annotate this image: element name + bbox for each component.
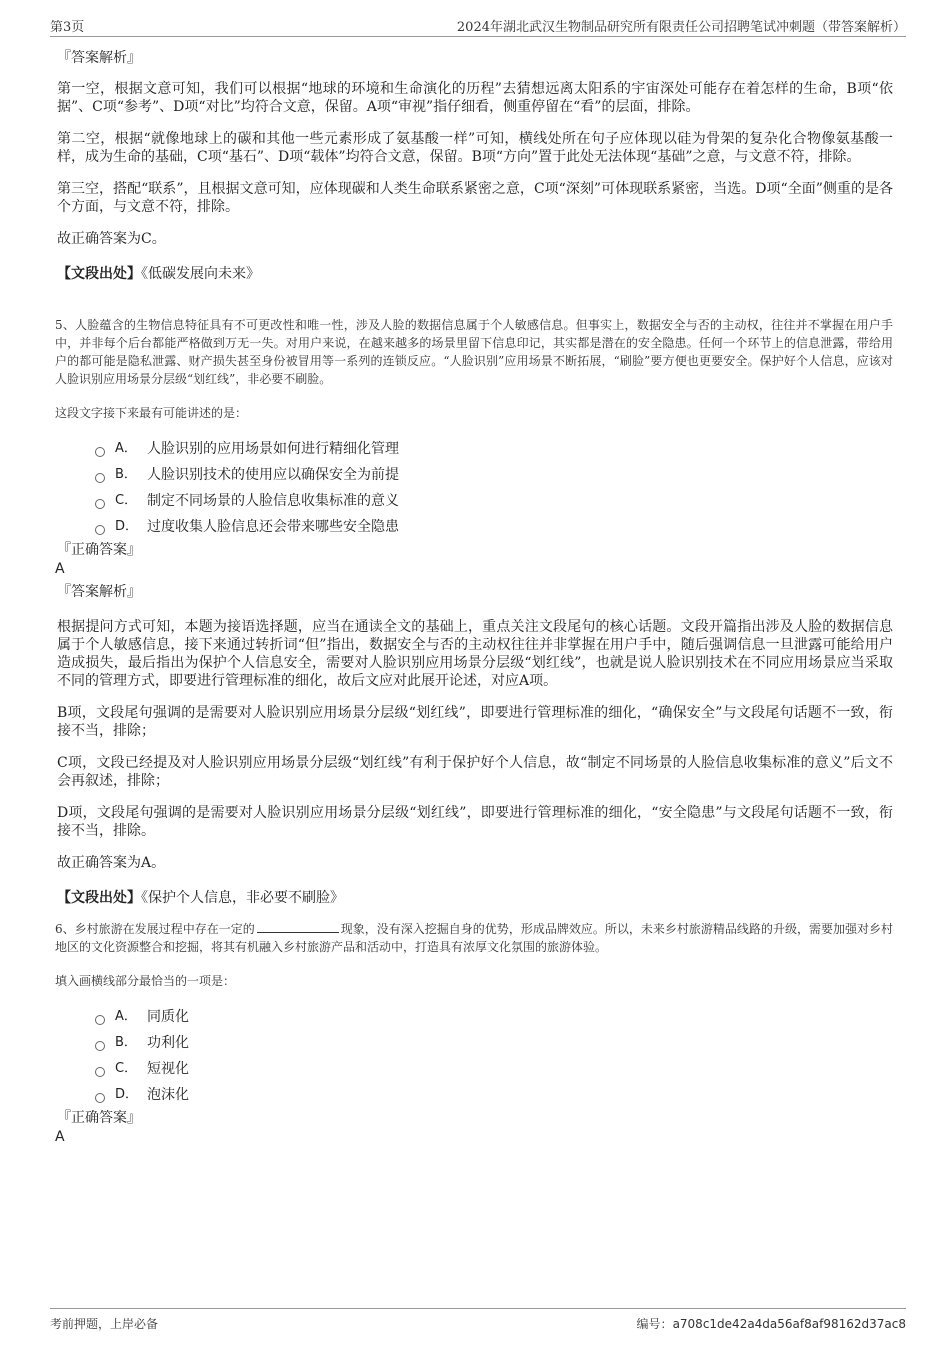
q5-analysis-label: 『答案解析』 — [57, 584, 141, 600]
q5-answer-conclusion: 故正确答案为A。 — [57, 855, 166, 871]
q6-option-b[interactable] — [95, 1030, 893, 1056]
q5-analysis-para-4: D项，文段尾句强调的是需要对人脸识别应用场景分层级“划红线”，即要进行管理标准的细化，“安全隐患”与文段尾句话题不一致，衔接不当，排除。 — [57, 805, 893, 839]
q6-stem-after: 现象，没有深入挖掘自身的优势，形成品牌效应。所以，未来乡村旅游精品线路的升级，需要加强对乡村地区的文化资源整合和挖掘，将其有机融入乡村旅游产品和活动中，打造具有浓厚文化氛围的旅游体验。 — [55, 922, 893, 954]
page-header — [50, 14, 906, 37]
q5-source-title: 《保护个人信息，非必要不刷脸》 — [141, 890, 344, 906]
q5-option-c[interactable] — [95, 488, 893, 514]
q5-correct-label: 『正确答案』 — [57, 542, 141, 558]
code-label: 编号： — [636, 1317, 673, 1331]
option-letter: C． — [115, 1061, 138, 1076]
page-footer — [50, 1308, 906, 1339]
document-title: 2024年湖北武汉生物制品研究所有限责任公司招聘笔试冲刺题（带答案解析） — [456, 20, 906, 35]
q6-options — [95, 1004, 893, 1108]
q4-analysis-label: 『答案解析』 — [57, 50, 141, 66]
document-code — [637, 1315, 906, 1332]
document-body — [57, 44, 893, 1146]
radio-icon[interactable] — [95, 525, 105, 535]
option-text: 短视化 — [147, 1061, 189, 1077]
option-letter: D． — [115, 519, 139, 534]
option-text: 同质化 — [147, 1009, 189, 1025]
q5-analysis-para-3: C项，文段已经提及对人脸识别应用场景分层级“划红线”有利于保护好个人信息，故“制定不同场景的人脸信息收集标准的意义”后文不会再叙述，排除； — [57, 755, 893, 789]
option-text: 功利化 — [147, 1035, 189, 1051]
q4-analysis-para-1: 第一空，根据文意可知，我们可以根据“地球的环境和生命演化的历程”去猜想远离太阳系的宇宙深处可能存在着怎样的生命，B项“依据”、C项“参考”、D项“对比”均符合文意，保留。A项“审视”指仔细看，侧重停留在“看”的层面，排除。 — [57, 81, 893, 115]
q5-source — [57, 888, 893, 908]
q5-answer: A — [55, 561, 65, 577]
q6-option-c[interactable] — [95, 1056, 893, 1082]
q4-analysis-para-2: 第二空，根据“就像地球上的碳和其他一些元素形成了氨基酸一样”可知，横线处所在句子应体现以硅为骨架的复杂化合物像氨基酸一样，成为生命的基础，C项“基石”、D项“载体”均符合文意，保留。B项“方向”置于此处无法体现“基础”之意，与文意不符，排除。 — [57, 131, 893, 165]
option-letter: D． — [115, 1087, 139, 1102]
q4-answer-conclusion: 故正确答案为C。 — [57, 231, 166, 247]
option-letter: C． — [115, 493, 138, 508]
q5-options — [95, 436, 893, 540]
q6-correct-label: 『正确答案』 — [57, 1110, 141, 1126]
option-letter: B． — [115, 1035, 137, 1050]
q4-source-label: 【文段出处】 — [57, 266, 141, 282]
radio-icon[interactable] — [95, 473, 105, 483]
q6-option-a[interactable] — [95, 1004, 893, 1030]
footer-slogan: 考前押题，上岸必备 — [50, 1317, 159, 1331]
q4-analysis-para-3: 第三空，搭配“联系”，且根据文意可知，应体现碳和人类生命联系紧密之意，C项“深刻”可体现联系紧密，当选。D项“全面”侧重的是各个方面，与文意不符，排除。 — [57, 181, 893, 215]
q5-prompt: 这段文字接下来最有可能讲述的是： — [55, 406, 248, 420]
radio-icon[interactable] — [95, 1093, 105, 1103]
q6-prompt: 填入画横线部分最恰当的一项是： — [55, 974, 236, 988]
q5-stem: 5、人脸蕴含的生物信息特征具有不可更改性和唯一性，涉及人脸的数据信息属于个人敏感信息。但事实上，数据安全与否的主动权，往往并不掌握在用户手中，并非每个后台都能严格做到万无一失。对用户来说，在越来越多的场景里留下信息印记，其实都是潜在的安全隐患。任何一个环节上的信息泄露，带给用户的都可能是隐私泄露、财产损失甚至身份被冒用等一系列的连锁反应。“人脸识别”应用场景不断拓展，“刷脸”要方便也更要安全。保护好个人信息，应该对人脸识别应用场景分层级“划红线”，非必要不刷脸。 — [55, 318, 893, 386]
q5-option-d[interactable] — [95, 514, 893, 540]
radio-icon[interactable] — [95, 1067, 105, 1077]
option-text: 人脸识别技术的使用应以确保安全为前提 — [147, 467, 399, 483]
option-letter: A． — [115, 1009, 137, 1024]
radio-icon[interactable] — [95, 1041, 105, 1051]
option-text: 泡沫化 — [147, 1087, 189, 1103]
q6-answer: A — [55, 1129, 65, 1145]
q4-source-title: 《低碳发展向未来》 — [141, 266, 260, 282]
option-text: 人脸识别的应用场景如何进行精细化管理 — [147, 441, 399, 457]
fill-in-blank — [257, 921, 339, 933]
code-value: a708c1de42a4da56af8af98162d37ac8 — [672, 1317, 906, 1331]
radio-icon[interactable] — [95, 1015, 105, 1025]
page-number: 第3页 — [50, 20, 85, 35]
q6-option-d[interactable] — [95, 1082, 893, 1108]
radio-icon[interactable] — [95, 499, 105, 509]
option-text: 过度收集人脸信息还会带来哪些安全隐患 — [147, 519, 399, 535]
q5-option-b[interactable] — [95, 462, 893, 488]
q5-option-a[interactable] — [95, 436, 893, 462]
radio-icon[interactable] — [95, 447, 105, 457]
q5-analysis-para-1: 根据提问方式可知，本题为接语选择题，应当在通读全文的基础上，重点关注文段尾句的核心话题。文段开篇指出涉及人脸的数据信息属于个人敏感信息，接下来通过转折词“但”指出，数据安全与否的主动权往往并非掌握在用户手中，随后强调信息一旦泄露可能给用户造成损失，最后指出为保护个人信息安全，需要对人脸识别应用场景分层级“划红线”，也就是说人脸识别技术在不同应用场景应当采取不同的管理方式，即要进行管理标准的细化，故后文应对此展开论述，对应A项。 — [57, 619, 893, 689]
q4-source — [57, 264, 893, 284]
option-letter: B． — [115, 467, 137, 482]
q6-stem — [55, 920, 893, 956]
q6-stem-before: 6、乡村旅游在发展过程中存在一定的 — [55, 922, 255, 936]
option-text: 制定不同场景的人脸信息收集标准的意义 — [147, 493, 399, 509]
option-letter: A． — [115, 441, 137, 456]
q5-source-label: 【文段出处】 — [57, 890, 141, 906]
q5-analysis-para-2: B项，文段尾句强调的是需要对人脸识别应用场景分层级“划红线”，即要进行管理标准的细化，“确保安全”与文段尾句话题不一致，衔接不当，排除； — [57, 705, 893, 739]
